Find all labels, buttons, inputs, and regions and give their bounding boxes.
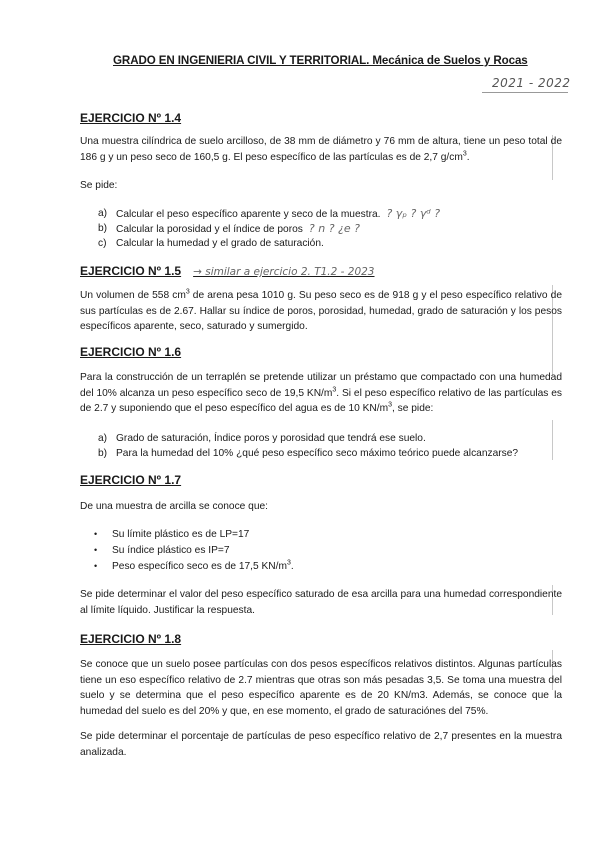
exercise-1-7-intro: De una muestra de arcilla se conoce que: [80,501,269,512]
exercise-1-4-title: EJERCICIO Nº 1.4 [80,111,182,125]
list-item: a) Grado de saturación, Índice poros y porosidad que tendrá ese suelo. [98,433,426,444]
list-item: c) Calcular la humedad y el grado de saturación. [98,238,324,249]
exercise-1-8-ask: Se pide determinar el porcentaje de partículas de peso específico relativo de 2,7 presentes en la muestra analizada. [80,731,562,758]
list-item: b) Para la humedad del 10% ¿qué peso específico seco máximo teórico puede alcanzarse? [98,448,519,459]
list-item: • Su índice plástico es IP=7 [94,545,230,556]
handwritten-note: ? n ? ¿e ? [308,222,360,235]
exercise-1-6-list [98,431,568,461]
list-item: b) Calcular la porosidad y el índice de poros ? n ? ¿e ? [98,222,360,235]
exercise-1-4-ask: Se pide: [80,180,118,191]
exercise-1-7-list [94,527,564,575]
handwritten-note: ? γₚ ? γᵈ ? [386,207,441,220]
handwritten-note: → similar a ejercicio 2. T1.2 - 2023 [193,266,375,278]
exercise-1-5-statement: Un volumen de 558 $cm^3$ de arena pesa 1010 g. Su peso seco es de 918 g y el peso específico relativo de sus partículas es de 2.67. Hallar su índice de poros, porosidad, humedad, grado de saturación y los pesos específicos aparente, seco, saturado y sumergido. [80,288,562,332]
exercise-1-8-title: EJERCICIO Nº 1.8 [80,632,182,646]
list-item: • Peso específico seco es de 17,5 $KN/m^3$. [94,559,294,572]
exercise-1-6-title: EJERCICIO Nº 1.6 [80,345,182,359]
exercise-1-7-ask: Se pide determinar el valor del peso específico saturado de esa arcilla para una humedad correspondiente al límite líquido. Justificar la respuesta. [80,589,562,616]
list-item: a) Calcular el peso específico aparente y seco de la muestra. ? γₚ ? γᵈ ? [98,207,441,220]
exercise-1-6-statement: Para la construcción de un terraplén se pretende utilizar un préstamo que compactado con una humedad del 10% alcanza un peso específico seco de 19,5 $KN/m^3$. Si el peso específico relativo de las partículas es de 2.7 y suponiendo que el peso específico del agua es de 10 $KN/m^3$, se pide: [80,372,563,414]
exercise-1-8-statement: Se conoce que un suelo posee partículas con dos pesos específicos relativos distintos. Algunas partículas tiene un eso específico relativo de 2.7 mientras que otras son más pesadas 3,5. Se toma una muestra del suelo y se determina que el peso específico aparente es de 20 KN/m3. Además, se conoce que la humedad del suelo es del 20% y que, en ese momento, el grado de saturaciónes del 75%. [80,659,562,717]
exercise-1-4-list [98,207,568,251]
course-title: GRADO EN INGENIERIA CIVIL Y TERRITORIAL. Mecánica de Suelos y Rocas [113,54,528,67]
exercise-1-5-title: EJERCICIO Nº 1.5 → similar a ejercicio 2. T1.2 - 2023 [80,264,375,278]
exercise-1-7-title: EJERCICIO Nº 1.7 [80,473,182,487]
exercise-1-4-statement: Una muestra cilíndrica de suelo arcilloso, de 38 mm de diámetro y 76 mm de altura, tiene un peso total de 186 g y un peso seco de 160,5 g. El peso específico de las partículas es de 2,7 $g/cm^3$. [80,136,562,163]
list-item: • Su límite plástico es de LP=17 [94,529,250,540]
year-underline [482,92,568,93]
handwritten-year: 2021 - 2022 [492,76,571,90]
